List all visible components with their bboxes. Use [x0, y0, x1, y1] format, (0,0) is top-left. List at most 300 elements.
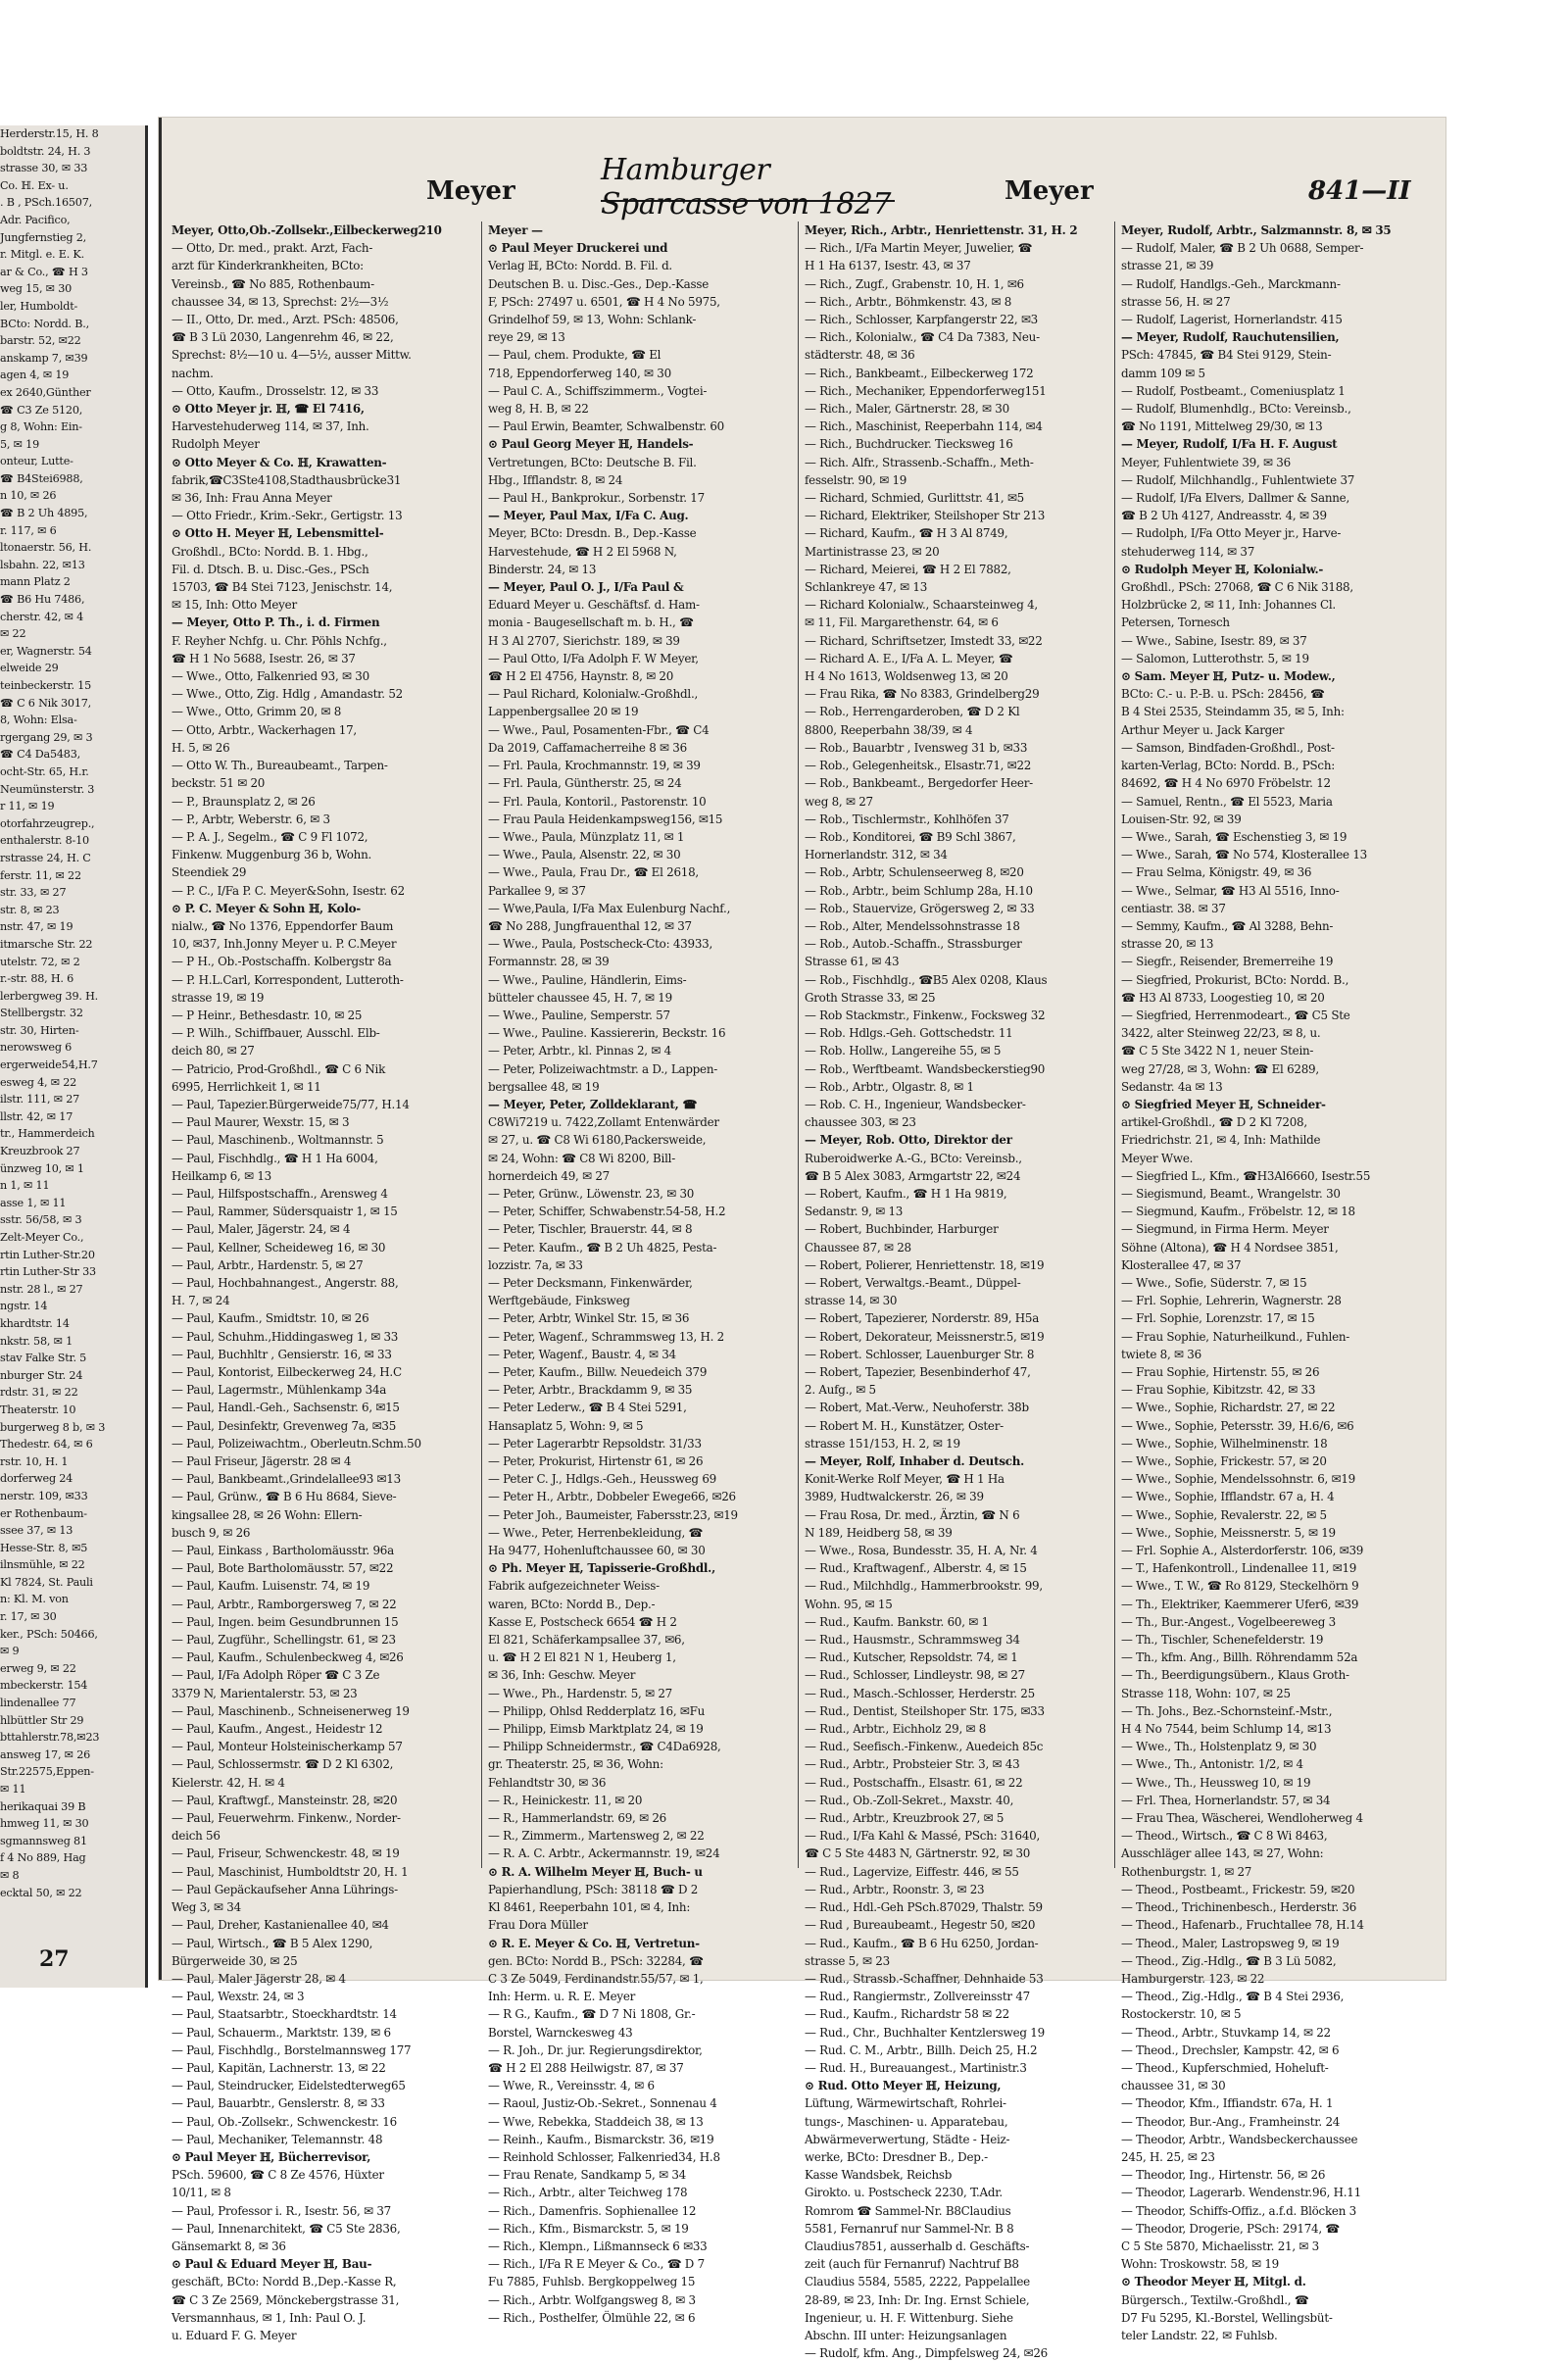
- directory-entry: — Rud., Kaufm. Bankstr. 60, ✉ 1: [805, 1614, 989, 1629]
- directory-entry: — Robert, Verwaltgs.-Beamt., Düppel-: [805, 1275, 1021, 1290]
- directory-entry: 6995, Herrlichkeit 1, ✉ 11: [172, 1079, 321, 1094]
- directory-entry: Kl 8461, Reeperbahn 101, ✉ 4, Inh:: [488, 1900, 691, 1915]
- directory-entry: — Rud., Arbtr., Probsteier Str. 3, ✉ 43: [805, 1757, 1020, 1772]
- directory-entry: — Paul, Fischhdlg., ☎ H 1 Ha 6004,: [172, 1151, 378, 1165]
- directory-entry: — Rich., Arbtr., alter Teichweg 178: [488, 2186, 688, 2200]
- directory-entry: — Paul, Mechaniker, Telemannstr. 48: [172, 2132, 383, 2146]
- directory-entry: — Rud., Arbtr., Roonstr. 3, ✉ 23: [805, 1882, 985, 1896]
- directory-entry: Schlankreye 47, ✉ 13: [805, 580, 928, 595]
- directory-entry: — Wwe., Pauline. Kassiererin, Beckstr. 16: [488, 1026, 726, 1041]
- directory-entry: ✉ 24, Wohn: ☎ C8 Wi 8200, Bill-: [488, 1151, 675, 1165]
- directory-entry: — Wwe., Sophie, Revalerstr. 22, ✉ 5: [1121, 1507, 1327, 1522]
- directory-entry: — Paul, Einkass , Bartholomäusstr. 96a: [172, 1544, 394, 1558]
- directory-entry: — Richard, Elektriker, Steilshoper Str 213: [805, 509, 1046, 523]
- directory-entry: ⊙ R. E. Meyer & Co. ℍ, Vertretun-: [488, 1936, 700, 1950]
- directory-entry: beckstr. 51 ✉ 20: [172, 776, 266, 791]
- left-page-line: enthalerstr. 8-10: [0, 834, 89, 848]
- directory-entry: bütteler chaussee 45, H. 7, ✉ 19: [488, 990, 672, 1005]
- left-page-line: Adr. Pacifico,: [0, 213, 71, 226]
- directory-entry: weg 8, ✉ 27: [805, 794, 873, 809]
- directory-entry: — Wwe., Sophie, Ifflandstr. 67 a, H. 4: [1121, 1490, 1335, 1504]
- directory-entry: C 5 Ste 5870, Michaelisstr. 21, ✉ 3: [1121, 2239, 1319, 2253]
- left-page-line: ler, Humboldt-: [0, 299, 78, 313]
- left-page-line: ngstr. 14: [0, 1300, 48, 1313]
- directory-entry: — Frl. Paula, Krochmannstr. 19, ✉ 39: [488, 759, 701, 773]
- column-divider: [1114, 221, 1115, 1868]
- directory-entry: 3379 N, Marientalerstr. 53, ✉ 23: [172, 1686, 358, 1700]
- left-page-line: Neumünsterstr. 3: [0, 782, 95, 796]
- left-page-line: ✉ 9: [0, 1645, 20, 1658]
- directory-entry: ☎ H 2 El 288 Heilwigstr. 87, ✉ 37: [488, 2060, 684, 2075]
- directory-entry: — Rud., Milchhdlg., Hammerbrookstr. 99,: [805, 1579, 1043, 1594]
- directory-entry: — Rud., Kaufm., ☎ B 6 Hu 6250, Jordan-: [805, 1936, 1039, 1950]
- directory-entry: u. ☎ H 2 El 821 N 1, Heuberg 1,: [488, 1650, 676, 1665]
- directory-entry: — Paul, Handl.-Geh., Sachsenstr. 6, ✉15: [172, 1401, 400, 1415]
- directory-entry: ⊙ Otto Meyer jr. ℍ, ☎ El 7416,: [172, 402, 365, 417]
- directory-entry: — Rich., Maschinist, Reeperbahn 114, ✉4: [805, 419, 1043, 434]
- directory-entry: Arthur Meyer u. Jack Karger: [1121, 722, 1285, 737]
- left-page-line: ☎ B 2 Uh 4895,: [0, 507, 88, 520]
- directory-entry: Abwärmeverwertung, Städte - Heiz-: [805, 2132, 1010, 2146]
- directory-entry: — Rich. Alfr., Strassenb.-Schaffn., Meth-: [805, 455, 1034, 469]
- left-page-line: rgergang 29, ✉ 3: [0, 730, 93, 744]
- directory-entry: Wohn. 95, ✉ 15: [805, 1597, 893, 1611]
- directory-entry: — Meyer, Paul Max, I/Fa C. Aug.: [488, 509, 689, 523]
- directory-entry: — Theodor, Arbtr., Wandsbeckerchaussee: [1121, 2132, 1358, 2146]
- directory-entry: — T., Hafenkontroll., Lindenallee 11, ✉19: [1121, 1561, 1357, 1576]
- directory-entry: — Philipp Schneidermstr., ☎ C4Da6928,: [488, 1740, 721, 1754]
- directory-entry: Grindelhof 59, ✉ 13, Wohn: Schlank-: [488, 313, 697, 327]
- directory-entry: — Paul, Polizeiwachtm., Oberleutn.Schm.50: [172, 1436, 421, 1451]
- left-page-line: ssee 37, ✉ 13: [0, 1524, 74, 1538]
- directory-entry: — Wwe., Sofie, Süderstr. 7, ✉ 15: [1121, 1275, 1307, 1290]
- directory-entry: Romrom ☎ Sammel-Nr. B8Claudius: [805, 2203, 1011, 2218]
- directory-entry: Werftgebäude, Finksweg: [488, 1294, 630, 1308]
- directory-entry: — Rud. H., Bureauangest., Martinistr.3: [805, 2060, 1027, 2075]
- directory-entry: — Rud., Ob.-Zoll-Sekret., Maxstr. 40,: [805, 1793, 1014, 1807]
- left-page-line: ünzweg 10, ✉ 1: [0, 1161, 84, 1175]
- directory-entry: ⊙ Otto Meyer & Co. ℍ, Krawatten-: [172, 455, 387, 469]
- directory-entry: ☎ H 1 No 5688, Isestr. 26, ✉ 37: [172, 651, 356, 665]
- directory-entry: — Rud., Hdl.-Geh PSch.87029, Thalstr. 59: [805, 1900, 1043, 1915]
- directory-entry: B 4 Stei 2535, Steindamm 35, ✉ 5, Inh:: [1121, 705, 1345, 719]
- directory-entry: — Peter, Prokurist, Hirtenstr 61, ✉ 26: [488, 1454, 704, 1469]
- column-divider: [798, 221, 799, 1868]
- directory-entry: — Samson, Bindfaden-Großhdl., Post-: [1121, 740, 1335, 755]
- directory-entry: — Paul, Schuhm.,Hiddingasweg 1, ✉ 33: [172, 1329, 399, 1344]
- left-page-line: tr., Hammerdeich: [0, 1127, 95, 1141]
- directory-entry: Rothenburgstr. 1, ✉ 27: [1121, 1864, 1252, 1879]
- left-page-line: rtin Luther-Str.20: [0, 1248, 95, 1261]
- directory-entry: Strasse 118, Wohn: 107, ✉ 25: [1121, 1686, 1291, 1700]
- directory-entry: — Rob., Tischlermstr., Kohlhöfen 37: [805, 812, 1009, 826]
- directory-entry: — Peter, Arbtr., Brackdamm 9, ✉ 35: [488, 1383, 693, 1398]
- left-page-line: hlbüttler Str 29: [0, 1713, 84, 1727]
- directory-entry: ⊙ Rudolph Meyer ℍ, Kolonialw.-: [1121, 562, 1324, 576]
- directory-entry: — Robert, Polierer, Henriettenstr. 18, ✉19: [805, 1257, 1045, 1272]
- directory-entry: Girokto. u. Postscheck 2230, T.Adr.: [805, 2186, 1003, 2200]
- directory-entry: — P. Wilh., Schiffbauer, Ausschl. Elb-: [172, 1026, 380, 1041]
- directory-entry: Klosterallee 47, ✉ 37: [1121, 1257, 1242, 1272]
- directory-entry: — Theod., Trichinenbesch., Herderstr. 36: [1121, 1900, 1357, 1915]
- directory-entry: — Theod., Hafenarb., Fruchtallee 78, H.14: [1121, 1918, 1364, 1933]
- directory-entry: — Rud., Schlosser, Lindleystr. 98, ✉ 27: [805, 1668, 1025, 1683]
- directory-entry: — Otto Friedr., Krim.-Sekr., Gertigstr. 13: [172, 509, 403, 523]
- directory-entry: Inh: Herm. u. R. E. Meyer: [488, 1990, 636, 2004]
- left-page-line: ltonaerstr. 56, H.: [0, 541, 92, 555]
- directory-entry: — Rich., Bankbeamt., Eilbeckerweg 172: [805, 366, 1034, 380]
- directory-entry: ✉ 36, Inh: Geschw. Meyer: [488, 1668, 636, 1683]
- left-page-line: strasse 30, ✉ 33: [0, 162, 88, 175]
- directory-entry: — Th., Elektriker, Kaemmerer Ufer6, ✉39: [1121, 1597, 1359, 1611]
- left-page-line: r. 17, ✉ 30: [0, 1610, 57, 1624]
- directory-entry: F, PSch: 27497 u. 6501, ☎ H 4 No 5975,: [488, 294, 720, 309]
- directory-entry: — Paul, chem. Produkte, ☎ El: [488, 348, 662, 363]
- directory-entry: — Rud. C. M., Arbtr., Billh. Deich 25, H.2: [805, 2042, 1038, 2057]
- directory-entry: ☎ C 3 Ze 2569, Mönckebergstrasse 31,: [172, 2292, 400, 2307]
- directory-entry: strasse 19, ✉ 19: [172, 990, 265, 1005]
- directory-page: [159, 118, 1446, 2361]
- left-page-line: ker., PSch: 50466,: [0, 1627, 98, 1641]
- directory-entry: strasse 56, H. ✉ 27: [1121, 294, 1231, 309]
- left-page-line: ocht-Str. 65, H.r.: [0, 764, 89, 778]
- left-page-line: ☎ C4 Da5483,: [0, 748, 80, 762]
- directory-entry: — Wwe., Pauline, Händlerin, Eims-: [488, 972, 687, 987]
- left-page-line: bttahlerstr.78,✉23: [0, 1731, 100, 1745]
- left-page-line: weg 15, ✉ 30: [0, 282, 73, 296]
- directory-entry: — Richard, Kaufm., ☎ H 3 Al 8749,: [805, 526, 1008, 541]
- directory-entry: ⊙ Sam. Meyer ℍ, Putz- u. Modew.,: [1121, 669, 1336, 684]
- left-page-line: boldtstr. 24, H. 3: [0, 144, 91, 158]
- directory-entry: — Wwe., Paula, Postscheck-Cto: 43933,: [488, 937, 712, 952]
- left-page-line: n 1, ✉ 11: [0, 1179, 50, 1193]
- directory-entry: — Robert, Kaufm., ☎ H 1 Ha 9819,: [805, 1186, 1007, 1201]
- left-page-line: answeg 17, ✉ 26: [0, 1747, 91, 1761]
- left-page-fragment: [0, 125, 148, 1988]
- directory-entry: 15703, ☎ B4 Stei 7123, Jenischstr. 14,: [172, 580, 393, 595]
- directory-entry: — Rud., Seefisch.-Finkenw., Auedeich 85c: [805, 1740, 1044, 1754]
- directory-entry: weg 27/28, ✉ 3, Wohn: ☎ El 6289,: [1121, 1061, 1319, 1076]
- directory-entry: Binderstr. 24, ✉ 13: [488, 562, 597, 576]
- directory-entry: — Theodor, Schiffs-Offiz., a.f.d. Blöcken 3: [1121, 2203, 1356, 2218]
- directory-entry: ✉ 11, Fil. Margarethenstr. 64, ✉ 6: [805, 615, 999, 630]
- directory-entry: — Wwe,Paula, I/Fa Max Eulenburg Nachf.,: [488, 901, 731, 915]
- directory-entry: Formannstr. 28, ✉ 39: [488, 955, 610, 969]
- directory-entry: — P H., Ob.-Postschaffn. Kolbergstr 8a: [172, 955, 392, 969]
- directory-entry: 10/11, ✉ 8: [172, 2186, 231, 2200]
- directory-entry: — Rud., Arbtr., Eichholz 29, ✉ 8: [805, 1722, 987, 1737]
- left-page-line: Kl 7824, St. Pauli: [0, 1575, 93, 1589]
- directory-entry: — Siegmund, Kaufm., Fröbelstr. 12, ✉ 18: [1121, 1205, 1355, 1219]
- directory-entry: Fehlandtstr 30, ✉ 36: [488, 1775, 607, 1790]
- directory-entry: — Peter Joh., Baumeister, Fabersstr.23, ✉19: [488, 1507, 738, 1522]
- directory-entry: — Rudolf, Blumenhdlg., BCto: Vereinsb.,: [1121, 402, 1351, 417]
- directory-entry: ☎ B 5 Alex 3083, Armgartstr 22, ✉24: [805, 1168, 1021, 1183]
- directory-entry: — Rud., Kaufm., Richardstr 58 ✉ 22: [805, 2007, 1009, 2022]
- directory-entry: — Rich., Arbtr., Böhmkenstr. 43, ✉ 8: [805, 294, 1012, 309]
- directory-entry: kingsallee 28, ✉ 26 Wohn: Ellern-: [172, 1507, 363, 1522]
- page-reference: 841—II: [1308, 176, 1411, 206]
- directory-entry: Meyer Wwe.: [1121, 1151, 1194, 1165]
- left-page-line: 5, ✉ 19: [0, 437, 39, 451]
- directory-entry: — Peter Lederw., ☎ B 4 Stei 5291,: [488, 1401, 687, 1415]
- directory-entry: — Theodor, Kfm., Iffiandstr. 67a, H. 1: [1121, 2096, 1334, 2111]
- directory-entry: Deutschen B. u. Disc.-Ges., Dep.-Kasse: [488, 276, 709, 291]
- directory-entry: Vertretungen, BCto: Deutsche B. Fil.: [488, 455, 697, 469]
- directory-entry: Martinistrasse 23, ✉ 20: [805, 544, 940, 559]
- directory-entry: C8Wi7219 u. 7422,Zollamt Entenwärder: [488, 1115, 719, 1130]
- directory-entry: ☎ No 288, Jungfrauenthal 12, ✉ 37: [488, 918, 692, 933]
- left-page-line: ilstr. 111, ✉ 27: [0, 1093, 80, 1107]
- directory-column-1: [172, 221, 475, 2342]
- directory-entry: Claudius 5584, 5585, 2222, Pappelallee: [805, 2275, 1030, 2289]
- directory-entry: — Paul, Feuerwehrm. Finkenw., Norder-: [172, 1811, 401, 1826]
- directory-entry: — Wwe, Rebekka, Staddeich 38, ✉ 13: [488, 2114, 704, 2129]
- directory-entry: — Otto, Kaufm., Drosselstr. 12, ✉ 33: [172, 383, 379, 398]
- directory-entry: — Meyer, Peter, Zolldeklarant, ☎: [488, 1097, 698, 1111]
- left-page-line: nerstr. 109, ✉33: [0, 1489, 88, 1502]
- directory-entry: busch 9, ✉ 26: [172, 1525, 251, 1540]
- left-page-line: elweide 29: [0, 662, 59, 675]
- directory-entry: — Rob., Herrengarderoben, ☎ D 2 Kl: [805, 705, 1020, 719]
- directory-entry: — Paul, Bankbeamt.,Grindelallee93 ✉13: [172, 1472, 401, 1487]
- directory-entry: Heilkamp 6, ✉ 13: [172, 1168, 271, 1183]
- directory-entry: reye 29, ✉ 13: [488, 330, 565, 345]
- directory-entry: — Rob., Arbtr, Schulenseerweg 8, ✉20: [805, 865, 1024, 880]
- left-page-line: ferstr. 11, ✉ 22: [0, 868, 81, 882]
- directory-entry: Kasse Wandsbek, Reichsb: [805, 2168, 953, 2183]
- directory-entry: — Paul Maurer, Wexstr. 15, ✉ 3: [172, 1115, 350, 1130]
- directory-entry: — Peter, Wagenf., Schrammsweg 13, H. 2: [488, 1329, 725, 1344]
- directory-entry: H 1 Ha 6137, Isestr. 43, ✉ 37: [805, 259, 971, 273]
- directory-entry: — Paul, Ingen. beim Gesundbrunnen 15: [172, 1614, 399, 1629]
- directory-entry: — Rudolf, Lagerist, Hornerlandstr. 415: [1121, 313, 1343, 327]
- directory-entry: Kasse E, Postscheck 6654 ☎ H 2: [488, 1614, 677, 1629]
- left-page-line: Hesse-Str. 8, ✉5: [0, 1541, 88, 1554]
- left-page-line: onteur, Lutte-: [0, 455, 74, 468]
- left-page-line: rdstr. 31, ✉ 22: [0, 1386, 78, 1400]
- directory-entry: — Paul, Monteur Holsteinischerkamp 57: [172, 1740, 403, 1754]
- left-page-line: Thedestr. 64, ✉ 6: [0, 1438, 93, 1452]
- directory-entry: — Frl. Paula, Güntherstr. 25, ✉ 24: [488, 776, 682, 791]
- directory-entry: PSch: 47845, ☎ B4 Stei 9129, Stein-: [1121, 348, 1332, 363]
- directory-entry: H 4 No 1613, Woldsenweg 13, ✉ 20: [805, 669, 1008, 684]
- directory-entry: ⊙ Otto H. Meyer ℍ, Lebensmittel-: [172, 526, 384, 541]
- banner-text: Hamburger Sparcasse von 1827: [601, 153, 891, 221]
- left-page-line: sstr. 56/58, ✉ 3: [0, 1213, 82, 1227]
- directory-entry: — Wwe., Rosa, Bundesstr. 35, H. A, Nr. 4: [805, 1544, 1038, 1558]
- directory-entry: — Robert, Dekorateur, Meissnerstr.5, ✉19: [805, 1329, 1045, 1344]
- directory-entry: Versmannhaus, ✉ 1, Inh: Paul O. J.: [172, 2310, 367, 2325]
- directory-entry: — Wwe., Sophie, Petersstr. 39, H.6/6, ✉6: [1121, 1418, 1354, 1433]
- directory-entry: F. Reyher Nchfg. u. Chr. Pöhls Nchfg.,: [172, 633, 387, 648]
- directory-entry: — Patricio, Prod-Großhdl., ☎ C 6 Nik: [172, 1061, 386, 1076]
- directory-entry: El 821, Schäferkampsallee 37, ✉6,: [488, 1633, 685, 1648]
- directory-entry: — Paul C. A., Schiffszimmerm., Vogtei-: [488, 383, 708, 398]
- directory-entry: Meyer, Rudolf, Arbtr., Salzmannstr. 8, ✉ 35: [1121, 223, 1392, 237]
- directory-entry: — Frau Renate, Sandkamp 5, ✉ 34: [488, 2168, 686, 2183]
- directory-entry: Papierhandlung, PSch: 38118 ☎ D 2: [488, 1882, 699, 1896]
- directory-entry: — Robert, Tapezierer, Norderstr. 89, H5a: [805, 1311, 1040, 1326]
- directory-entry: — P. H.L.Carl, Korrespondent, Lutteroth-: [172, 972, 404, 987]
- directory-entry: ☎ H 2 El 4756, Haynstr. 8, ✉ 20: [488, 669, 674, 684]
- directory-entry: deich 80, ✉ 27: [172, 1044, 255, 1058]
- directory-entry: — Wwe., Th., Heussweg 10, ✉ 19: [1121, 1775, 1311, 1790]
- left-page-line: ex 2640,Günther: [0, 385, 91, 399]
- directory-entry: — Samuel, Rentn., ☎ El 5523, Maria: [1121, 794, 1333, 809]
- directory-entry: — Paul, Bote Bartholomäusstr. 57, ✉22: [172, 1561, 394, 1576]
- directory-entry: — Theod., Drechsler, Kampstr. 42, ✉ 6: [1121, 2042, 1340, 2057]
- directory-entry: — Frl. Sophie, Lorenzstr. 17, ✉ 15: [1121, 1311, 1315, 1326]
- directory-entry: — Rich., Zugf., Grabenstr. 10, H. 1, ✉6: [805, 276, 1024, 291]
- left-page-line: Str.22575,Eppen-: [0, 1765, 94, 1779]
- directory-entry: — Rud., Postschaffn., Elsastr. 61, ✉ 22: [805, 1775, 1023, 1790]
- directory-entry: — Paul, Kontorist, Eilbeckerweg 24, H.C: [172, 1365, 402, 1379]
- left-page-line: ☎ B6 Hu 7486,: [0, 593, 85, 607]
- directory-entry: — Rob., Autob.-Schaffn., Strassburger: [805, 937, 1022, 952]
- directory-entry: Weg 3, ✉ 34: [172, 1900, 241, 1915]
- directory-entry: — Rich., Buchdrucker. Tiecksweg 16: [805, 437, 1013, 452]
- directory-entry: — Wwe., Sarah, ☎ No 574, Klosterallee 13: [1121, 848, 1367, 862]
- directory-entry: — Rob. Hdlgs.-Geh. Gottschedstr. 11: [805, 1026, 1013, 1041]
- directory-entry: — Paul, Tapezier.Bürgerweide75/77, H.14: [172, 1097, 410, 1111]
- left-page-line: otorfahrzeugrep.,: [0, 816, 95, 830]
- sparcasse-banner-logo: [601, 153, 895, 221]
- directory-entry: — Wwe., Otto, Grimm 20, ✉ 8: [172, 705, 342, 719]
- directory-entry: ⊙ Theodor Meyer ℍ, Mitgl. d.: [1121, 2275, 1306, 2289]
- directory-entry: 718, Eppendorferweg 140, ✉ 30: [488, 366, 671, 380]
- directory-entry: — Paul, Buchhltr , Gensierstr. 16, ✉ 33: [172, 1347, 392, 1361]
- left-page-number: 27: [39, 1946, 70, 1972]
- directory-entry: — R. A. C. Arbtr., Ackermannstr. 19, ✉24: [488, 1846, 720, 1861]
- directory-entry: — Reinh., Kaufm., Bismarckstr. 36, ✉19: [488, 2132, 714, 2146]
- directory-entry: — Rudolf, Handlgs.-Geh., Marckmann-: [1121, 276, 1341, 291]
- directory-entry: — Peter, Tischler, Brauerstr. 44, ✉ 8: [488, 1222, 693, 1237]
- directory-entry: — Rich., Mechaniker, Eppendorferweg151: [805, 383, 1047, 398]
- directory-entry: Ha 9477, Hohenluftchaussee 60, ✉ 30: [488, 1544, 706, 1558]
- directory-entry: — Th. Johs., Bez.-Schornsteinf.-Mstr.,: [1121, 1703, 1333, 1718]
- directory-entry: nialw., ☎ No 1376, Eppendorfer Baum: [172, 918, 394, 933]
- left-page-line: ☎ C 6 Nik 3017,: [0, 696, 92, 710]
- left-page-line: rstrasse 24, H. C: [0, 851, 91, 864]
- directory-columns: [172, 221, 1438, 2361]
- directory-entry: 10, ✉37, Inh.Jonny Meyer u. P. C.Meyer: [172, 937, 397, 952]
- directory-entry: — Meyer, Rudolf, Rauchutensilien,: [1121, 330, 1340, 345]
- directory-entry: — Rich., Posthelfer, Ölmühle 22, ✉ 6: [488, 2310, 696, 2325]
- directory-entry: — Rud., Kutscher, Repsoldstr. 74, ✉ 1: [805, 1650, 1018, 1665]
- directory-entry: Parkallee 9, ✉ 37: [488, 883, 586, 898]
- directory-entry: Louisen-Str. 92, ✉ 39: [1121, 812, 1242, 826]
- directory-entry: ⊙ Paul Meyer Druckerei und: [488, 241, 668, 256]
- directory-entry: — Meyer, Rob. Otto, Direktor der: [805, 1133, 1012, 1148]
- left-page-line: 8, Wohn: Elsa-: [0, 714, 77, 727]
- directory-entry: — Rob., Werftbeamt. Wandsbeckerstieg90: [805, 1061, 1046, 1076]
- left-page-line: ✉ 11: [0, 1783, 26, 1796]
- directory-entry: ☎ No 1191, Mittelweg 29/30, ✉ 13: [1121, 419, 1323, 434]
- directory-entry: — Paul, Kaufm., Schulenbeckweg 4, ✉26: [172, 1650, 404, 1665]
- left-page-line: utelstr. 72, ✉ 2: [0, 955, 80, 968]
- left-page-line: stav Falke Str. 5: [0, 1352, 87, 1365]
- left-page-lines: [0, 125, 145, 1901]
- directory-entry: — Semmy, Kaufm., ☎ Al 3288, Behn-: [1121, 918, 1334, 933]
- directory-entry: — Peter Lagerarbtr Repsoldstr. 31/33: [488, 1436, 702, 1451]
- directory-entry: — Paul, Arbtr., Ramborgersweg 7, ✉ 22: [172, 1597, 397, 1611]
- directory-entry: Bürgerweide 30, ✉ 25: [172, 1953, 298, 1968]
- directory-entry: ⊙ R. A. Wilhelm Meyer ℍ, Buch- u: [488, 1864, 703, 1879]
- running-head: [162, 118, 1446, 221]
- directory-entry: Sedanstr. 9, ✉ 13: [805, 1205, 904, 1219]
- directory-entry: Hbg., Ifflandstr. 8, ✉ 24: [488, 472, 623, 487]
- directory-entry: — Rich., Kfm., Bismarckstr. 5, ✉ 19: [488, 2221, 689, 2236]
- left-page-line: ergerweide54,H.7: [0, 1058, 98, 1072]
- directory-entry: Abschn. III unter: Heizungsanlagen: [805, 2328, 1007, 2342]
- directory-entry: — Paul, Wexstr. 24, ✉ 3: [172, 1990, 305, 2004]
- directory-entry: — Theod., Arbtr., Stuvkamp 14, ✉ 22: [1121, 2025, 1331, 2040]
- left-page-line: Co. ℍ. Ex- u.: [0, 178, 69, 192]
- directory-entry: — Paul, Desinfektr, Grevenweg 7a, ✉35: [172, 1418, 397, 1433]
- directory-entry: Da 2019, Caffamacherreihe 8 ✉ 36: [488, 740, 687, 755]
- directory-entry: — Siegfried, Herrenmodeart., ☎ C5 Ste: [1121, 1008, 1350, 1022]
- left-page-line: ☎ C3 Ze 5120,: [0, 403, 83, 417]
- directory-entry: — P. C., I/Fa P. C. Meyer&Sohn, Isestr. 62: [172, 883, 405, 898]
- left-page-line: erweg 9, ✉ 22: [0, 1661, 76, 1675]
- left-page-line: lerbergweg 39. H.: [0, 989, 99, 1003]
- directory-entry: ☎ B 3 Lü 2030, Langenrehm 46, ✉ 22,: [172, 330, 394, 345]
- directory-entry: — Peter, Arbtr., kl. Pinnas 2, ✉ 4: [488, 1044, 671, 1058]
- directory-entry: — Paul, Fischhdlg., Borstelmannsweg 177: [172, 2042, 412, 2057]
- directory-entry: Harvestehude, ☎ H 2 El 5968 N,: [488, 544, 677, 559]
- directory-entry: lozzistr. 7a, ✉ 33: [488, 1257, 583, 1272]
- directory-entry: Finkenw. Muggenburg 36 b, Wohn.: [172, 848, 372, 862]
- directory-entry: — Rud., Masch.-Schlosser, Herderstr. 25: [805, 1686, 1035, 1700]
- left-page-line: Jungfernstieg 2,: [0, 230, 86, 244]
- directory-column-2: [488, 221, 792, 2325]
- directory-entry: Fu 7885, Fuhlsb. Bergkoppelweg 15: [488, 2275, 696, 2289]
- directory-entry: centiastr. 38. ✉ 37: [1121, 901, 1226, 915]
- directory-entry: — Rudolf, Postbeamt., Comeniusplatz 1: [1121, 383, 1346, 398]
- directory-entry: Borstel, Warnckesweg 43: [488, 2025, 633, 2040]
- directory-entry: hornerdeich 49, ✉ 27: [488, 1168, 610, 1183]
- directory-entry: — Siegfried L., Kfm., ☎H3Al6660, Isestr.55: [1121, 1168, 1371, 1183]
- directory-entry: — Wwe., Pauline, Semperstr. 57: [488, 1008, 670, 1022]
- directory-entry: — Wwe., Paula, Münzplatz 11, ✉ 1: [488, 829, 685, 844]
- left-page-line: str. 8, ✉ 23: [0, 903, 60, 916]
- directory-entry: Rudolph Meyer: [172, 437, 260, 452]
- directory-entry: — Paul Friseur, Jägerstr. 28 ✉ 4: [172, 1454, 352, 1469]
- directory-entry: — Th., Beerdigungsübern., Klaus Groth-: [1121, 1668, 1349, 1683]
- directory-entry: — Meyer, Otto P. Th., i. d. Firmen: [172, 615, 380, 630]
- left-page-line: ecktal 50, ✉ 22: [0, 1886, 82, 1899]
- directory-entry: — Wwe, R., Vereinsstr. 4, ✉ 6: [488, 2079, 655, 2093]
- directory-entry: ☎ H3 Al 8733, Loogestieg 10, ✉ 20: [1121, 990, 1325, 1005]
- left-page-line: anskamp 7, ✉39: [0, 351, 88, 365]
- directory-entry: — Paul, Hochbahnangest., Angerstr. 88,: [172, 1275, 399, 1290]
- directory-entry: 28-89, ✉ 23, Inh: Dr. Ing. Ernst Schiele,: [805, 2292, 1030, 2307]
- directory-entry: H. 5, ✉ 26: [172, 740, 230, 755]
- directory-entry: — Th., Tischler, Schenefelderstr. 19: [1121, 1633, 1324, 1648]
- directory-entry: damm 109 ✉ 5: [1121, 366, 1205, 380]
- left-page-line: cherstr. 42, ✉ 4: [0, 610, 84, 623]
- directory-entry: — Paul, Steindrucker, Eidelstedterweg65: [172, 2079, 406, 2093]
- directory-column-3: [805, 221, 1108, 2361]
- directory-entry: — Wwe., Sabine, Isestr. 89, ✉ 37: [1121, 633, 1307, 648]
- directory-entry: — Siegmund, in Firma Herm. Meyer: [1121, 1222, 1329, 1237]
- directory-entry: — Rudolf, kfm. Ang., Dimpfelsweg 24, ✉26: [805, 2346, 1048, 2361]
- directory-entry: — Rud., Arbtr., Kreuzbrook 27, ✉ 5: [805, 1811, 1004, 1826]
- left-page-line: nburger Str. 24: [0, 1368, 83, 1382]
- directory-entry: — Peter, Kaufm., Billw. Neuedeich 379: [488, 1365, 708, 1379]
- directory-entry: strasse 20, ✉ 13: [1121, 937, 1214, 952]
